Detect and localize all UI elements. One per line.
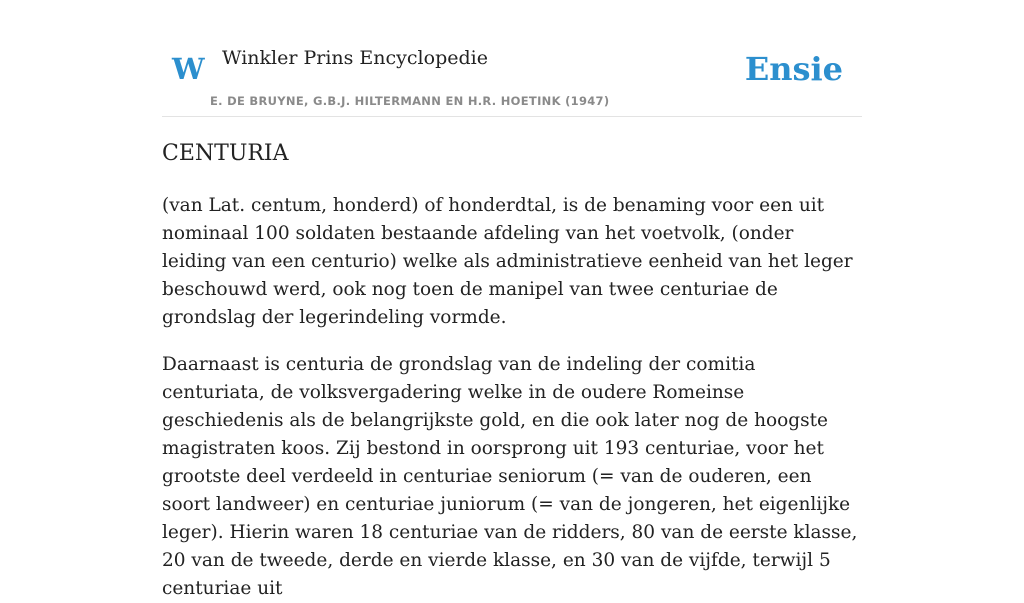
entry-content — [162, 138, 862, 603]
brand-logo[interactable]: Ensie — [744, 50, 843, 88]
publication-authors: E. DE BRUYNE, G.B.J. HILTERMANN EN H.R. HOETINK (1947) — [210, 94, 610, 108]
entry-paragraph: (van Lat. centum, honderd) of honderdtal, is de benaming voor een uit nominaal 100 soldaten bestaande afdeling van het voetvolk, (onder leiding van een centurio) welke als administratieve eenheid van het leger beschouwd werd, ook nog toen de manipel van twee centuriae de grondslag der legerindeling vormde. — [162, 195, 853, 328]
entry-title: CENTURIA — [162, 141, 289, 166]
publication-logo[interactable]: W — [172, 52, 205, 86]
entry-paragraph: Daarnaast is centuria de grondslag van de indeling der comitia centuriata, de volksvergadering welke in de oudere Romeinse geschiedenis als de belangrijkste gold, en die ook later nog de hoogste magistraten koos. Zij bestond in oorsprong uit 193 centuriae, voor het grootste deel verdeeld in centuriae seniorum (= van de ouderen, een soort landweer) en centuriae juniorum (= van de jongeren, het eigenlijke leger). Hierin waren 18 centuriae van de ridders, 80 van de eerste klasse, 20 van de tweede, derde en vierde klasse, en 30 van de vijfde, terwijl 5 centuriae uit — [162, 354, 858, 599]
publication-title[interactable]: Winkler Prins Encyclopedie — [222, 47, 488, 69]
site-header — [162, 0, 862, 117]
